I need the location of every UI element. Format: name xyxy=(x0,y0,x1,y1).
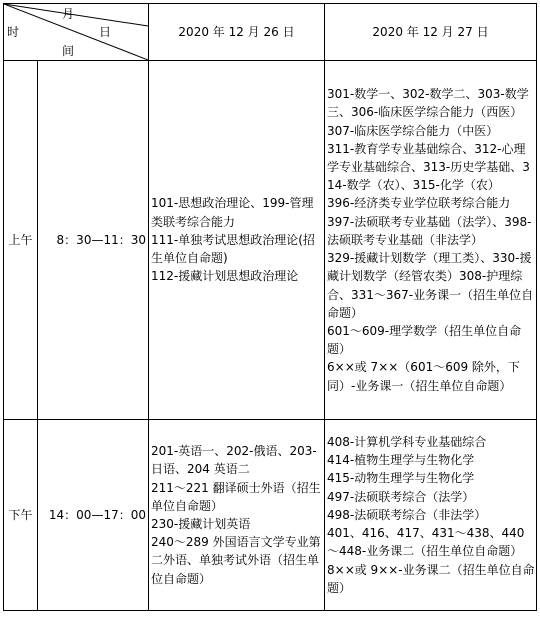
subject-item: 311-教育学专业基础综合、312-心理学专业基础综合、313-历史学基础、314-数学（农）、315-化学（农） xyxy=(327,141,530,193)
subject-item: 415-动物生理学与生物化学 xyxy=(327,471,475,486)
subject-item: 8××或 9××-业务课二（招生单位自命题） xyxy=(327,562,535,595)
subject-item: 601～609-理学数学（招生单位自命题） xyxy=(327,323,522,357)
subject-item: 230-援藏计划英语 xyxy=(151,517,251,531)
subject-item: 112-援藏计划思想政治理论 xyxy=(151,269,299,284)
corner-label-ri: 日 xyxy=(99,25,112,39)
subjects-day1-morning xyxy=(149,61,325,420)
corner-diagonal-lines xyxy=(4,4,148,60)
subject-item: 301-数学一、302-数学二、303-数学三、306-临床医学综合能力（西医） xyxy=(327,87,529,120)
time-range: 8：30—11：30 xyxy=(38,61,149,420)
corner-label-month: 月 xyxy=(62,7,75,21)
period-label: 上午 xyxy=(4,61,38,420)
subject-item: 397-法硕联考专业基础（法学）、398-法硕联考专业基础（非法学） xyxy=(327,214,532,247)
subject-item: 307-临床医学综合能力（中医） xyxy=(327,123,499,138)
corner-label-shi: 时 xyxy=(7,25,20,39)
subject-item: 111-单独考试思想政治理论(招生单位自命题) xyxy=(151,232,315,266)
date-header-day2: 2020 年 12 月 27 日 xyxy=(325,4,537,61)
subject-item: 396-经济类专业学位联考综合能力 xyxy=(327,196,511,211)
header-corner-cell xyxy=(4,4,149,61)
time-range: 14：00—17：00 xyxy=(38,420,149,611)
header-row xyxy=(4,4,537,61)
exam-schedule-table xyxy=(3,3,537,611)
subject-list xyxy=(151,442,323,588)
diagonal-line-shallow xyxy=(4,4,148,26)
subject-list xyxy=(151,194,323,285)
subject-item: 498-法硕联考综合（非法学） xyxy=(327,507,487,522)
corner-label-jian: 间 xyxy=(62,44,75,58)
subject-item: 414-植物生理学与生物化学 xyxy=(327,453,475,468)
subject-item: 401、416、417、431～438、440～448-业务课二（招生单位自命题） xyxy=(327,526,525,559)
subject-item: 201-英语一、202-俄语、203-日语、204 英语二 xyxy=(151,444,317,477)
schedule-row-morning xyxy=(4,61,537,420)
subject-item: 211～221 翻译硕士外语（招生单位自命题） xyxy=(151,480,321,513)
subject-item: 101-思想政治理论、199-管理类联考综合能力 xyxy=(151,196,314,229)
schedule-row-afternoon xyxy=(4,420,537,611)
subject-list xyxy=(327,433,535,597)
subject-item: 329-援藏计划数学（理工类）、330-援藏计划数学（经管农类）308-护理综合、331～367-业务课一（招生单位自命题） xyxy=(327,251,534,320)
period-label: 下午 xyxy=(4,420,38,611)
diagonal-line-steep xyxy=(4,4,148,60)
subject-item: 240～289 外国语言文学专业第二外语、单独考试外语（招生单位自命题） xyxy=(151,535,321,586)
date-header-day1: 2020 年 12 月 26 日 xyxy=(149,4,325,61)
subject-item: 408-计算机学科专业基础综合 xyxy=(327,435,487,450)
subject-list xyxy=(327,85,535,394)
subjects-day1-afternoon xyxy=(149,420,325,611)
subject-item: 497-法硕联考综合（法学） xyxy=(327,489,475,504)
subjects-day2-afternoon xyxy=(325,420,537,611)
subjects-day2-morning xyxy=(325,61,537,420)
subject-item: 6××或 7××（601～609 除外，下同）-业务课一（招生单位自命题） xyxy=(327,360,520,393)
